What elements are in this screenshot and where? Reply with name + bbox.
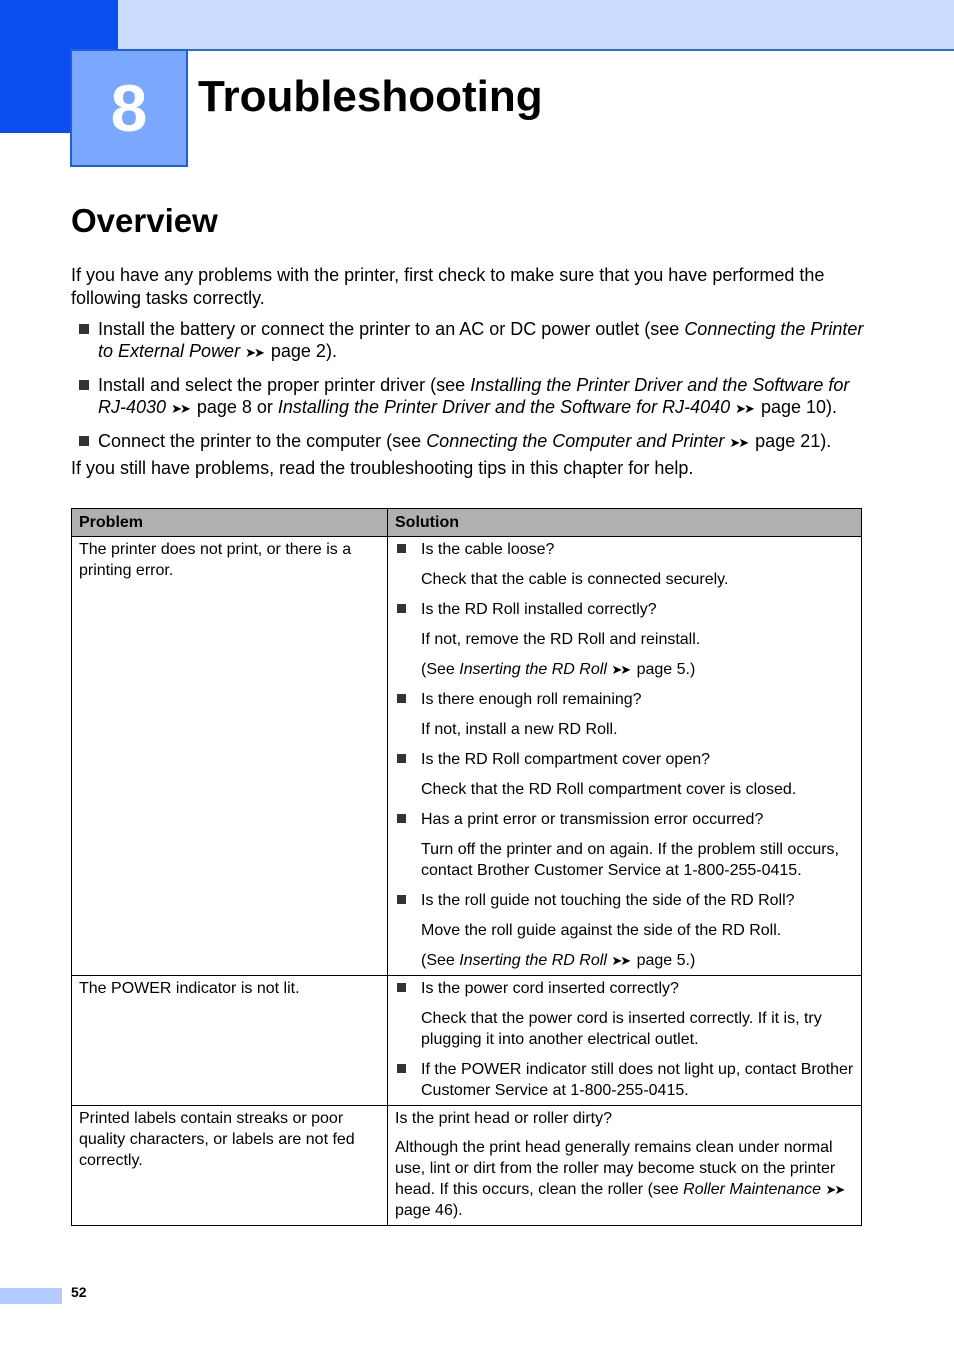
double-arrow-icon: ➤➤ [825,1182,844,1197]
footer-band [0,1288,62,1304]
square-bullet-icon [397,895,406,904]
task-list [71,318,871,464]
solution-answer: Check that the RD Roll compartment cover is closed. [421,781,797,798]
double-arrow-icon: ➤➤ [729,435,748,450]
double-arrow-icon: ➤➤ [245,345,263,360]
solution-answer: If not, remove the RD Roll and reinstall. [421,631,701,648]
solution-answer: Check that the cable is connected securely. [421,571,729,588]
solution-cell [388,537,862,976]
chapter-number-box [70,49,188,167]
solution-answer: If not, install a new RD Roll. [421,721,618,738]
cross-reference: Installing the Printer Driver and the Software for RJ-4030 [98,375,850,417]
solution-question: Is the cable loose? [395,539,854,560]
solution-cell [388,1106,862,1226]
problem-cell: Printed labels contain streaks or poor quality characters, or labels are not fed correctly. [72,1106,388,1226]
problem-cell: The printer does not print, or there is a printing error. [72,537,388,976]
table-row [72,1106,862,1226]
solution-question: If the POWER indicator still does not light up, contact Brother Customer Service at 1-800-255-0415. [395,1059,854,1101]
square-bullet-icon [397,814,406,823]
outro-paragraph: If you still have problems, read the troubleshooting tips in this chapter for help. [71,458,694,478]
solution-question: Is the RD Roll compartment cover open? [395,749,854,770]
cross-reference: Inserting the RD Roll [459,952,607,969]
double-arrow-icon: ➤➤ [611,953,630,968]
cross-reference: Connecting the Printer to External Power [98,319,864,361]
solution-cell [388,976,862,1106]
task-item [71,374,871,420]
header-problem: Problem [72,509,388,537]
table-row [72,537,862,976]
task-text: page 2). [265,341,337,361]
solution-list [395,539,854,971]
cross-reference: Inserting the RD Roll [459,661,607,678]
square-bullet-icon [397,754,406,763]
page-number: 52 [71,1284,87,1300]
task-item [71,318,871,364]
task-text: Install and select the proper printer driver (see [98,375,471,395]
solution-question: Has a print error or transmission error occurred? [395,809,854,830]
square-bullet-icon [79,380,89,390]
solution-question: Is the print head or roller dirty? [395,1110,612,1127]
chapter-title: Troubleshooting [198,72,543,121]
square-bullet-icon [397,604,406,613]
double-arrow-icon: ➤➤ [611,662,630,677]
task-text: page 10). [755,397,838,417]
troubleshooting-table [71,508,862,1226]
square-bullet-icon [397,1064,406,1073]
solution-answer: Move the roll guide against the side of the RD Roll. [421,922,782,939]
intro-paragraph: If you have any problems with the printer, first check to make sure that you have performed the following tasks correctly. [71,265,825,308]
solution-question: Is there enough roll remaining? [395,689,854,710]
square-bullet-icon [397,544,406,553]
double-arrow-icon: ➤➤ [735,401,753,416]
section-title: Overview [71,202,218,239]
task-text: Install the battery or connect the printer to an AC or DC power outlet (see [98,319,685,339]
square-bullet-icon [397,694,406,703]
solution-list [395,978,854,1101]
solution-see-reference: (See Inserting the RD Roll ➤➤ page 5.) [421,661,696,678]
header-solution: Solution [388,509,862,537]
solution-answer: Check that the power cord is inserted correctly. If it is, try plugging it into another electrical outlet. [421,1010,822,1048]
solution-question: Is the roll guide not touching the side of the RD Roll? [395,890,854,911]
cross-reference: Installing the Printer Driver and the Software for RJ-4040 [277,397,731,417]
header-band [118,0,954,51]
table-header-row [72,509,862,537]
task-text: page 21). [750,431,832,451]
square-bullet-icon [397,983,406,992]
square-bullet-icon [79,436,89,446]
chapter-number: 8 [110,71,148,145]
solution-see-reference: (See Inserting the RD Roll ➤➤ page 5.) [421,952,696,969]
solution-answer: Turn off the printer and on again. If the problem still occurs, contact Brother Customer Service at 1-800-255-0415. [421,841,839,879]
task-text: page 8 or [191,397,278,417]
task-item [71,430,871,454]
problem-cell: The POWER indicator is not lit. [72,976,388,1106]
square-bullet-icon [79,324,89,334]
cross-reference: Connecting the Computer and Printer [426,431,725,451]
table-row [72,976,862,1106]
solution-answer: Although the print head generally remains clean under normal use, lint or dirt from the roller may become stuck on the printer head. If this occurs, clean the roller (see Roller Maintenance ➤➤ page 46). [395,1139,844,1219]
solution-question: Is the power cord inserted correctly? [395,978,854,999]
cross-reference: Roller Maintenance [683,1181,821,1198]
double-arrow-icon: ➤➤ [171,401,189,416]
task-text: Connect the printer to the computer (see [98,431,427,451]
solution-question: Is the RD Roll installed correctly? [395,599,854,620]
